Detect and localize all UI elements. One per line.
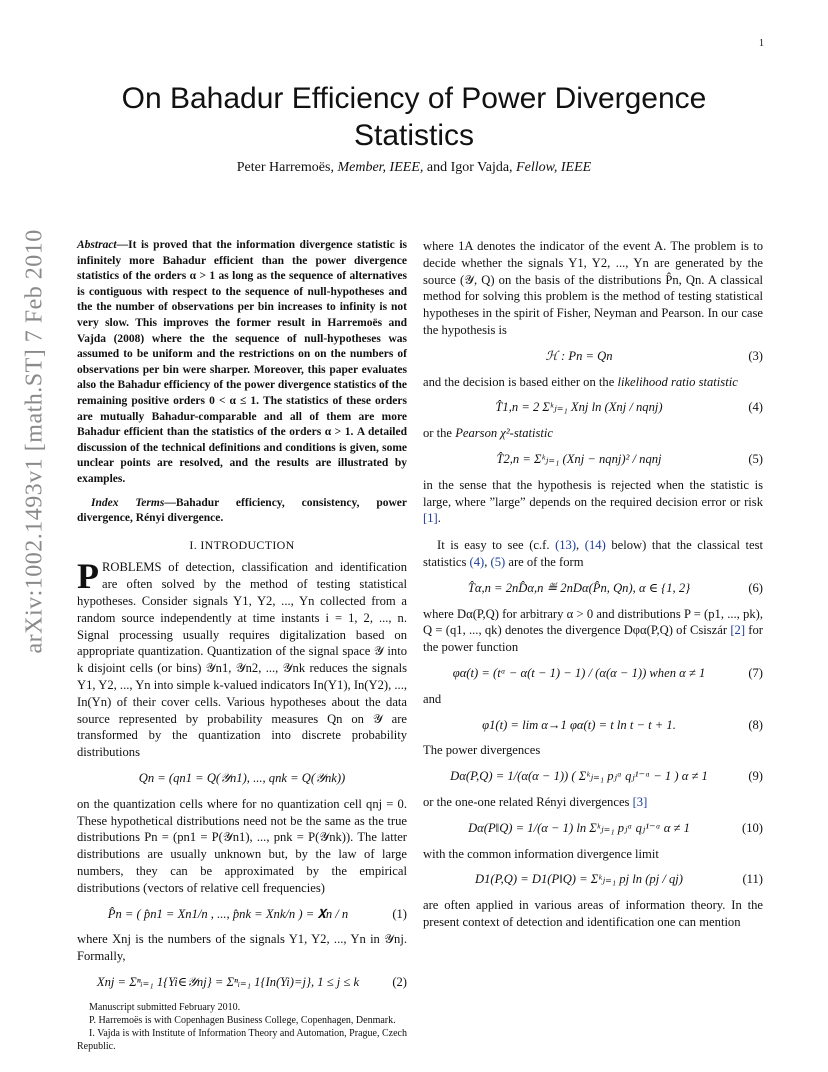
right-paragraph-5-text-d: , bbox=[484, 554, 491, 569]
equation-13-link[interactable]: (13) bbox=[555, 538, 577, 553]
dropcap-letter: P bbox=[77, 556, 99, 597]
right-paragraph-9: with the common information divergence limit bbox=[423, 846, 659, 861]
right-paragraph-6-end: for the power function bbox=[423, 623, 763, 655]
intro-paragraph-1 bbox=[77, 556, 407, 761]
equation-3 bbox=[423, 348, 763, 365]
right-paragraph-4 bbox=[423, 477, 763, 527]
right-paragraph-4-end: . bbox=[437, 511, 441, 526]
abstract-lead: Abstract bbox=[77, 239, 117, 251]
right-paragraph-5 bbox=[423, 537, 763, 571]
index-terms-text: —Bahadur efficiency, consistency, power divergence, Rényi divergence. bbox=[77, 496, 407, 525]
author-2: Igor Vajda, bbox=[450, 160, 513, 175]
equation-3-number: (3) bbox=[748, 348, 763, 363]
equation-11-number: (11) bbox=[742, 872, 763, 887]
right-paragraph-6-text: where Dα(P,Q) for arbitrary α > 0 and distributions P = (p1, ..., pk), Q = (q1, ..., qk) denotes the divergence Dφα(P,Q) of Csiszár bbox=[423, 606, 763, 638]
equation-4-number: (4) bbox=[748, 400, 763, 415]
right-paragraph-5-text-a: It is easy to see (c.f. bbox=[437, 538, 556, 553]
right-paragraph-6 bbox=[423, 606, 763, 656]
equation-4-link[interactable]: (4) bbox=[469, 554, 485, 569]
right-paragraph-1: where 1A denotes the indicator of the event A. The problem is to decide whether the signals Y1, Y2, ..., Yn are generated by the source (𝒴, Q) on the basis of the distributions P̂n, Qn. A classical method for solving this problem is the method of testing statistical hypotheses in the spirit of Fisher, Neyman and Pearson. In our case the hypothesis is bbox=[423, 239, 763, 337]
author-and: and bbox=[426, 160, 448, 175]
right-paragraph-5-text-c: below) that the classical test statistics bbox=[423, 538, 764, 569]
equation-10-body: Dα(P‖Q) = 1/(α − 1) ln Σᵏⱼ₌₁ pⱼᵅ qⱼ¹⁻ᵅ α ≠ 1 bbox=[468, 820, 690, 835]
abstract-text: —It is proved that the information divergence statistic is infinitely more Bahadur efficient than the power divergence statistics of the orders α > 1 as long as the sequence of alternatives is contiguous with respect to the sequence of null-hypotheses and the the number of observations per bin increases to infinity is not very slow. This improves the former result in Harremoës and Vajda (2008) where the the sequence of null-hypotheses was assumed to be uniform and the restrictions on on the numbers of observations per bin were sharper. Moreover, this paper evaluates also the Bahadur efficiency of the power divergence statistics of the remaining positive orders 0 < α ≤ 1. The statistics of these orders are mutually Bahadur-comparable and all of them are more Bahadur efficient than the statistics of the orders α > 1. A detailed discussion of the technical definitions and conditions is given, some unclear points are resolved, and the results are illustrated by examples. bbox=[77, 239, 407, 485]
equation-9-body: Dα(P,Q) = 1/(α(α − 1)) ( Σᵏⱼ₌₁ pⱼᵅ qⱼ¹⁻ᵅ − 1 ) α ≠ 1 bbox=[450, 769, 708, 784]
equation-8 bbox=[423, 717, 763, 734]
equation-8-number: (8) bbox=[748, 717, 763, 732]
equation-14-link[interactable]: (14) bbox=[584, 538, 606, 553]
index-terms-lead: Index Terms bbox=[91, 496, 165, 509]
author-1-role: Member, IEEE, bbox=[337, 160, 424, 175]
footnotes bbox=[77, 1001, 407, 1053]
intro-paragraph-3: where Xnj is the numbers of the signals Y1, Y2, ..., Yn in 𝒴nj. Formally, bbox=[77, 932, 407, 964]
author-1: Peter Harremoës, bbox=[236, 160, 334, 175]
equation-5 bbox=[423, 451, 763, 468]
right-paragraph-5-text-e: are of the form bbox=[505, 554, 584, 569]
equation-5-number: (5) bbox=[748, 451, 763, 466]
right-column bbox=[423, 238, 763, 931]
right-paragraph-2 bbox=[423, 374, 763, 391]
citation-1-link[interactable]: [1] bbox=[423, 511, 438, 526]
equation-2-number: (2) bbox=[392, 975, 407, 990]
equation-7 bbox=[423, 665, 763, 682]
equation-q bbox=[77, 770, 407, 787]
index-terms bbox=[77, 496, 407, 527]
author-line bbox=[95, 160, 733, 176]
equation-10 bbox=[423, 820, 763, 837]
right-paragraph-4-text: in the sense that the hypothesis is rejected when the statistic is large, where ”large” depends on the required decision error or risk bbox=[423, 477, 763, 509]
equation-q-body: Qn = (qn1 = Q(𝒴n1), ..., qnk = Q(𝒴nk)) bbox=[138, 771, 346, 786]
equation-7-number: (7) bbox=[748, 665, 763, 680]
equation-10-number: (10) bbox=[742, 820, 763, 835]
equation-2-body: Xnj = Σⁿᵢ₌₁ 1{Yi∈𝒴nj} = Σⁿᵢ₌₁ 1{In(Yi)=j}, 1 ≤ j ≤ k bbox=[96, 975, 360, 990]
right-paragraph-3 bbox=[423, 425, 763, 442]
equation-7-body: φα(t) = (tᵅ − α(t − 1) − 1) / (α(α − 1)) when α ≠ 1 bbox=[452, 665, 706, 680]
equation-6 bbox=[423, 580, 763, 597]
pearson-term: Pearson χ²-statistic bbox=[455, 426, 554, 441]
paper-title: On Bahadur Efficiency of Power Divergence Statistics bbox=[121, 82, 707, 152]
equation-4-body: T̂1,n = 2 Σᵏⱼ₌₁ Xnj ln (Xnj / nqnj) bbox=[495, 400, 663, 415]
equation-1-number: (1) bbox=[392, 906, 407, 921]
likelihood-ratio-term: likelihood ratio statistic bbox=[617, 374, 738, 389]
intro-paragraph-2: on the quantization cells where for no quantization cell qnj = 0. These hypothetical distributions need not be the same as the true distributions Pn = (pn1 = P(𝒴n1), ..., pnk = P(𝒴nk)). The latter distributions are usually unknown but, by the law of large numbers, they can be approximated by the empirical distributions (vectors of relative cell frequencies) bbox=[77, 796, 407, 895]
footnote-author-2: I. Vajda is with Institute of Information Theory and Automation, Prague, Czech Republic. bbox=[77, 1027, 407, 1052]
left-column bbox=[77, 238, 407, 1053]
equation-6-number: (6) bbox=[748, 580, 763, 595]
equation-5-body: T̂2,n = Σᵏⱼ₌₁ (Xnj − nqnj)² / nqnj bbox=[496, 451, 662, 466]
equation-9-number: (9) bbox=[748, 769, 763, 784]
page-number: 1 bbox=[759, 38, 764, 49]
citation-2-link[interactable]: [2] bbox=[730, 623, 746, 638]
equation-11-body: D1(P,Q) = D1(P‖Q) = Σᵏⱼ₌₁ pj ln (pj / qj) bbox=[475, 872, 683, 887]
abstract bbox=[77, 238, 407, 488]
author-2-role: Fellow, IEEE bbox=[516, 160, 592, 175]
equation-8-body: φ1(t) = lim α→1 φα(t) = t ln t − t + 1. bbox=[482, 717, 676, 732]
right-paragraph-8 bbox=[423, 794, 763, 811]
equation-2 bbox=[77, 974, 407, 991]
section-heading-introduction: I. INTRODUCTION bbox=[189, 537, 295, 552]
right-paragraph-10: are often applied in various areas of information theory. In the present context of detection and identification one can mention bbox=[423, 898, 763, 929]
equation-11 bbox=[423, 871, 763, 888]
footnote-manuscript: Manuscript submitted February 2010. bbox=[89, 1001, 241, 1013]
arxiv-stamp[interactable]: arXiv:1002.1493v1 [math.ST] 7 Feb 2010 bbox=[21, 229, 48, 654]
equation-9 bbox=[423, 768, 763, 785]
equation-1-body: P̂n = ( p̂n1 = Xn1/n , ..., p̂nk = Xnk/n ) = 𝐗n / n bbox=[107, 906, 349, 921]
right-paragraph-5-text-b: , bbox=[576, 538, 585, 553]
right-paragraph-3-text: or the bbox=[423, 426, 456, 441]
intro-paragraph-1-text: ROBLEMS of detection, classification and identification are often solved by the method of testing statistical hypotheses. Consider signals Y1, Y2, ..., Yn collected from a random source independently at time instants i = 1, 2, ..., n. Signal processing usually requires digitalization based on appropriate quantization. Quantization of the signal space 𝒴 into k disjoint cells (or bins) 𝒴n1, 𝒴n2, ..., 𝒴nk reduces the signals Y1, Y2, ..., Yn into simple k-valued indicators In(Y1), In(Y2), ..., In(Yn) of their cover cells. Various hypotheses about the data source represented by probability measures Qn on 𝒴 are transformed by the quantization into discrete probability distributions bbox=[77, 560, 407, 760]
equation-5-link[interactable]: (5) bbox=[490, 554, 506, 569]
equation-3-body: ℋ : Pn = Qn bbox=[545, 348, 613, 363]
footnote-author-1: P. Harremoës is with Copenhagen Business College, Copenhagen, Denmark. bbox=[89, 1014, 396, 1026]
equation-4 bbox=[423, 399, 763, 416]
right-paragraph-7: The power divergences bbox=[423, 743, 541, 758]
right-paragraph-2-text: and the decision is based either on the bbox=[423, 374, 618, 389]
citation-3-link[interactable]: [3] bbox=[632, 794, 648, 809]
equation-6-body: T̂α,n = 2nD̂α,n ≝ 2nDα(P̂n, Qn), α ∈ {1, 2} bbox=[467, 580, 691, 595]
and-connector: and bbox=[423, 691, 442, 706]
right-paragraph-8-text: or the one-one related Rényi divergences bbox=[423, 794, 633, 809]
equation-1 bbox=[77, 906, 407, 923]
